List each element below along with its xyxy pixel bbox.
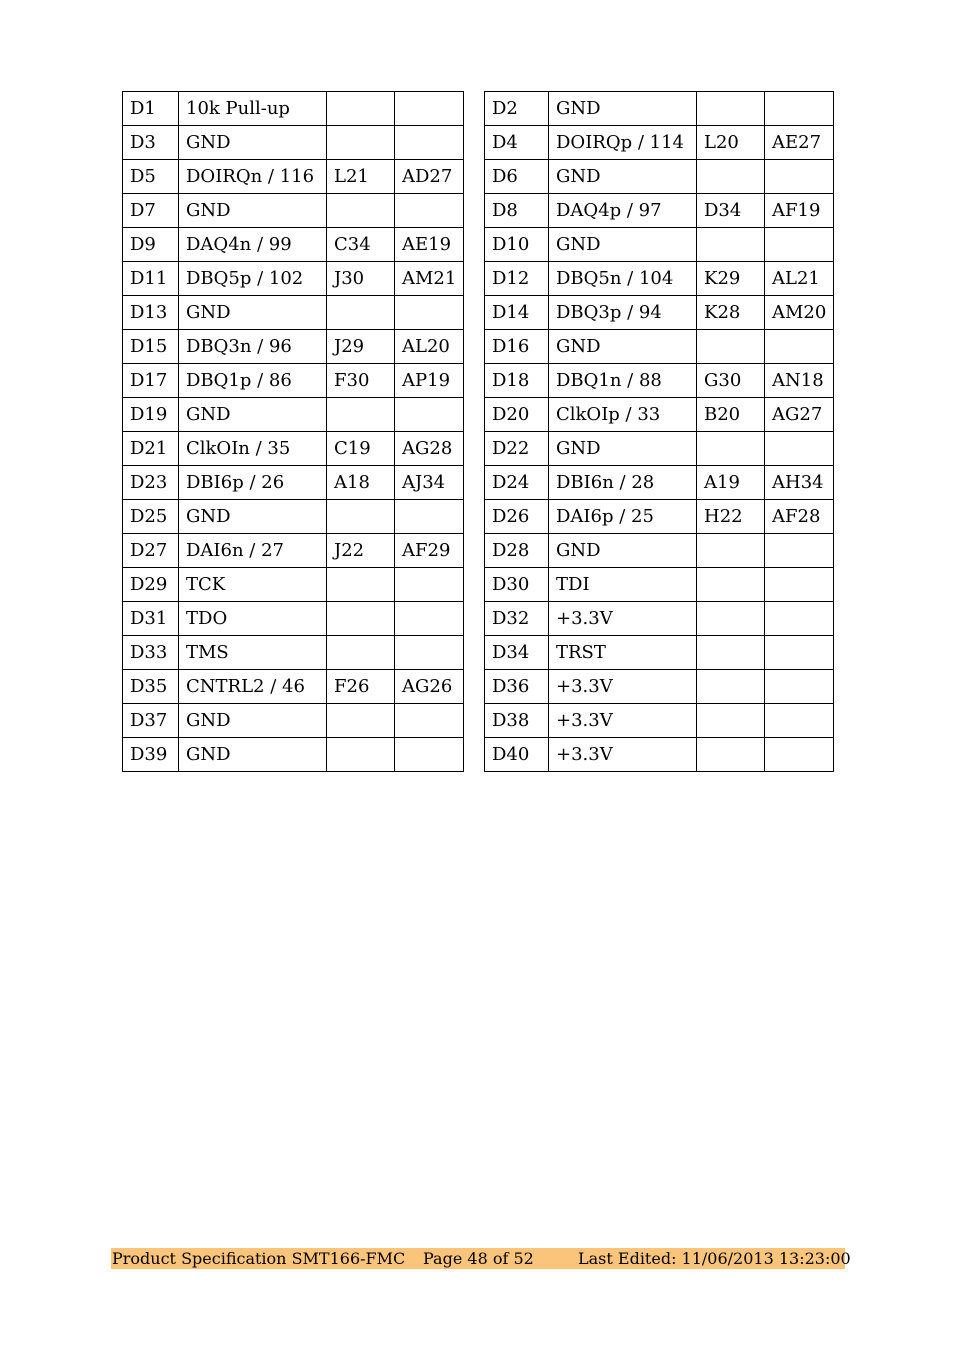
pin-id-cell: D26 — [485, 500, 549, 534]
table-row — [485, 466, 834, 500]
ball-cell: AD27 — [395, 160, 464, 194]
ball-cell — [765, 568, 834, 602]
table-row — [123, 364, 464, 398]
pin-id-cell: D29 — [123, 568, 179, 602]
pin-id-cell: D34 — [485, 636, 549, 670]
signal-cell: GND — [179, 704, 327, 738]
ball-cell: AG28 — [395, 432, 464, 466]
table-row — [123, 738, 464, 772]
ball-cell — [395, 602, 464, 636]
table-row — [485, 534, 834, 568]
fpga-pin-cell — [327, 636, 395, 670]
signal-cell: TDI — [549, 568, 697, 602]
fpga-pin-cell — [697, 160, 765, 194]
pin-table-left-body — [123, 92, 464, 772]
pin-id-cell: D27 — [123, 534, 179, 568]
pin-id-cell: D32 — [485, 602, 549, 636]
ball-cell: AM20 — [765, 296, 834, 330]
fpga-pin-cell: D34 — [697, 194, 765, 228]
fpga-pin-cell — [327, 500, 395, 534]
ball-cell: AJ34 — [395, 466, 464, 500]
fpga-pin-cell — [327, 92, 395, 126]
ball-cell — [395, 398, 464, 432]
signal-cell: DBQ1n / 88 — [549, 364, 697, 398]
table-row — [485, 92, 834, 126]
table-row — [123, 432, 464, 466]
table-row — [123, 568, 464, 602]
table-row — [123, 466, 464, 500]
fpga-pin-cell — [697, 636, 765, 670]
fpga-pin-cell — [327, 568, 395, 602]
pin-id-cell: D25 — [123, 500, 179, 534]
signal-cell: DBQ5p / 102 — [179, 262, 327, 296]
table-row — [485, 704, 834, 738]
pin-id-cell: D8 — [485, 194, 549, 228]
fpga-pin-cell: G30 — [697, 364, 765, 398]
pin-id-cell: D35 — [123, 670, 179, 704]
pin-id-cell: D33 — [123, 636, 179, 670]
signal-cell: DBQ3n / 96 — [179, 330, 327, 364]
pin-id-cell: D37 — [123, 704, 179, 738]
ball-cell: AH34 — [765, 466, 834, 500]
fpga-pin-cell — [697, 330, 765, 364]
pin-table-right — [484, 91, 834, 772]
fpga-pin-cell: J30 — [327, 262, 395, 296]
ball-cell — [765, 92, 834, 126]
signal-cell: DAI6n / 27 — [179, 534, 327, 568]
pin-id-cell: D30 — [485, 568, 549, 602]
signal-cell: GND — [549, 92, 697, 126]
pin-table-right-body — [485, 92, 834, 772]
table-row — [485, 364, 834, 398]
pin-id-cell: D17 — [123, 364, 179, 398]
fpga-pin-cell: L20 — [697, 126, 765, 160]
fpga-pin-cell — [697, 568, 765, 602]
fpga-pin-cell: C19 — [327, 432, 395, 466]
signal-cell: TRST — [549, 636, 697, 670]
pin-id-cell: D1 — [123, 92, 179, 126]
signal-cell: CNTRL2 / 46 — [179, 670, 327, 704]
signal-cell: +3.3V — [549, 738, 697, 772]
signal-cell: +3.3V — [549, 704, 697, 738]
fpga-pin-cell — [327, 296, 395, 330]
signal-cell: TDO — [179, 602, 327, 636]
signal-cell: DBI6p / 26 — [179, 466, 327, 500]
table-row — [485, 568, 834, 602]
signal-cell: GND — [549, 330, 697, 364]
ball-cell — [395, 296, 464, 330]
fpga-pin-cell — [697, 704, 765, 738]
ball-cell: AN18 — [765, 364, 834, 398]
pin-id-cell: D9 — [123, 228, 179, 262]
pin-id-cell: D4 — [485, 126, 549, 160]
pin-id-cell: D38 — [485, 704, 549, 738]
ball-cell — [395, 636, 464, 670]
fpga-pin-cell: A18 — [327, 466, 395, 500]
fpga-pin-cell: C34 — [327, 228, 395, 262]
pin-id-cell: D40 — [485, 738, 549, 772]
page-footer — [111, 1248, 851, 1269]
pin-id-cell: D10 — [485, 228, 549, 262]
ball-cell: AF19 — [765, 194, 834, 228]
signal-cell: DBQ1p / 86 — [179, 364, 327, 398]
pin-id-cell: D13 — [123, 296, 179, 330]
ball-cell — [765, 330, 834, 364]
pin-id-cell: D11 — [123, 262, 179, 296]
pin-table-left — [122, 91, 464, 772]
ball-cell — [395, 704, 464, 738]
pin-id-cell: D24 — [485, 466, 549, 500]
table-row — [485, 330, 834, 364]
footer-last-edited: Last Edited: 11/06/2013 13:23:00 — [578, 1249, 851, 1268]
table-row — [485, 602, 834, 636]
fpga-pin-cell — [697, 534, 765, 568]
signal-cell: TMS — [179, 636, 327, 670]
signal-cell: DOIRQp / 114 — [549, 126, 697, 160]
ball-cell — [765, 602, 834, 636]
fpga-pin-cell: B20 — [697, 398, 765, 432]
table-row — [485, 738, 834, 772]
table-row — [123, 670, 464, 704]
ball-cell: AF28 — [765, 500, 834, 534]
pin-id-cell: D22 — [485, 432, 549, 466]
table-row — [485, 398, 834, 432]
signal-cell: GND — [179, 296, 327, 330]
ball-cell — [395, 568, 464, 602]
fpga-pin-cell — [327, 738, 395, 772]
pin-id-cell: D2 — [485, 92, 549, 126]
table-row — [485, 432, 834, 466]
ball-cell: AP19 — [395, 364, 464, 398]
pin-id-cell: D39 — [123, 738, 179, 772]
fpga-pin-cell — [697, 228, 765, 262]
fpga-pin-cell — [697, 92, 765, 126]
table-row — [123, 92, 464, 126]
table-row — [123, 228, 464, 262]
table-row — [123, 602, 464, 636]
ball-cell — [765, 160, 834, 194]
fpga-pin-cell — [697, 432, 765, 466]
signal-cell: TCK — [179, 568, 327, 602]
ball-cell: AE19 — [395, 228, 464, 262]
table-row — [123, 194, 464, 228]
fpga-pin-cell: F30 — [327, 364, 395, 398]
ball-cell — [395, 92, 464, 126]
table-row — [123, 296, 464, 330]
ball-cell — [765, 738, 834, 772]
pin-id-cell: D20 — [485, 398, 549, 432]
ball-cell — [765, 228, 834, 262]
signal-cell: +3.3V — [549, 602, 697, 636]
signal-cell: ClkOIn / 35 — [179, 432, 327, 466]
ball-cell: AL21 — [765, 262, 834, 296]
pin-id-cell: D21 — [123, 432, 179, 466]
table-row — [485, 296, 834, 330]
ball-cell: AG27 — [765, 398, 834, 432]
fpga-pin-cell — [327, 194, 395, 228]
table-row — [123, 126, 464, 160]
table-row — [123, 160, 464, 194]
pin-id-cell: D6 — [485, 160, 549, 194]
signal-cell: DAQ4n / 99 — [179, 228, 327, 262]
table-row — [123, 704, 464, 738]
fpga-pin-cell: J22 — [327, 534, 395, 568]
fpga-pin-cell: A19 — [697, 466, 765, 500]
ball-cell — [395, 500, 464, 534]
signal-cell: GND — [549, 228, 697, 262]
pin-id-cell: D23 — [123, 466, 179, 500]
signal-cell: GND — [179, 126, 327, 160]
table-row — [123, 262, 464, 296]
fpga-pin-cell: K29 — [697, 262, 765, 296]
fpga-pin-cell — [697, 738, 765, 772]
table-row — [485, 126, 834, 160]
signal-cell: DOIRQn / 116 — [179, 160, 327, 194]
signal-cell: GND — [179, 194, 327, 228]
table-row — [485, 670, 834, 704]
ball-cell — [395, 126, 464, 160]
signal-cell: GND — [179, 500, 327, 534]
table-row — [123, 330, 464, 364]
signal-cell: DBI6n / 28 — [549, 466, 697, 500]
signal-cell: DBQ3p / 94 — [549, 296, 697, 330]
fpga-pin-cell — [327, 602, 395, 636]
table-row — [485, 262, 834, 296]
ball-cell: AF29 — [395, 534, 464, 568]
signal-cell: DBQ5n / 104 — [549, 262, 697, 296]
footer-page-number: Page 48 of 52 — [423, 1249, 534, 1268]
table-row — [123, 500, 464, 534]
table-row — [485, 194, 834, 228]
table-row — [485, 636, 834, 670]
table-row — [123, 534, 464, 568]
pin-id-cell: D16 — [485, 330, 549, 364]
ball-cell — [395, 738, 464, 772]
ball-cell — [765, 704, 834, 738]
signal-cell: ClkOIp / 33 — [549, 398, 697, 432]
fpga-pin-cell: J29 — [327, 330, 395, 364]
pin-id-cell: D19 — [123, 398, 179, 432]
fpga-pin-cell: L21 — [327, 160, 395, 194]
table-row — [123, 636, 464, 670]
fpga-pin-cell: K28 — [697, 296, 765, 330]
signal-cell: DAI6p / 25 — [549, 500, 697, 534]
fpga-pin-cell — [697, 602, 765, 636]
signal-cell: +3.3V — [549, 670, 697, 704]
ball-cell — [765, 432, 834, 466]
ball-cell — [395, 194, 464, 228]
ball-cell — [765, 534, 834, 568]
pin-id-cell: D7 — [123, 194, 179, 228]
pin-id-cell: D31 — [123, 602, 179, 636]
fpga-pin-cell: F26 — [327, 670, 395, 704]
pin-id-cell: D5 — [123, 160, 179, 194]
table-row — [485, 500, 834, 534]
ball-cell: AE27 — [765, 126, 834, 160]
ball-cell: AL20 — [395, 330, 464, 364]
fpga-pin-cell: H22 — [697, 500, 765, 534]
signal-cell: GND — [549, 534, 697, 568]
pin-id-cell: D28 — [485, 534, 549, 568]
ball-cell: AG26 — [395, 670, 464, 704]
fpga-pin-cell — [327, 126, 395, 160]
pin-id-cell: D36 — [485, 670, 549, 704]
signal-cell: DAQ4p / 97 — [549, 194, 697, 228]
signal-cell: GND — [179, 738, 327, 772]
ball-cell — [765, 670, 834, 704]
pin-id-cell: D12 — [485, 262, 549, 296]
table-row — [485, 228, 834, 262]
fpga-pin-cell — [327, 704, 395, 738]
table-row — [485, 160, 834, 194]
pin-id-cell: D18 — [485, 364, 549, 398]
pin-id-cell: D15 — [123, 330, 179, 364]
signal-cell: GND — [549, 160, 697, 194]
signal-cell: GND — [179, 398, 327, 432]
ball-cell — [765, 636, 834, 670]
ball-cell: AM21 — [395, 262, 464, 296]
pin-id-cell: D3 — [123, 126, 179, 160]
table-row — [123, 398, 464, 432]
pin-id-cell: D14 — [485, 296, 549, 330]
signal-cell: GND — [549, 432, 697, 466]
fpga-pin-cell — [697, 670, 765, 704]
signal-cell: 10k Pull-up — [179, 92, 327, 126]
fpga-pin-cell — [327, 398, 395, 432]
footer-product-title: Product Specification SMT166-FMC — [112, 1249, 406, 1268]
